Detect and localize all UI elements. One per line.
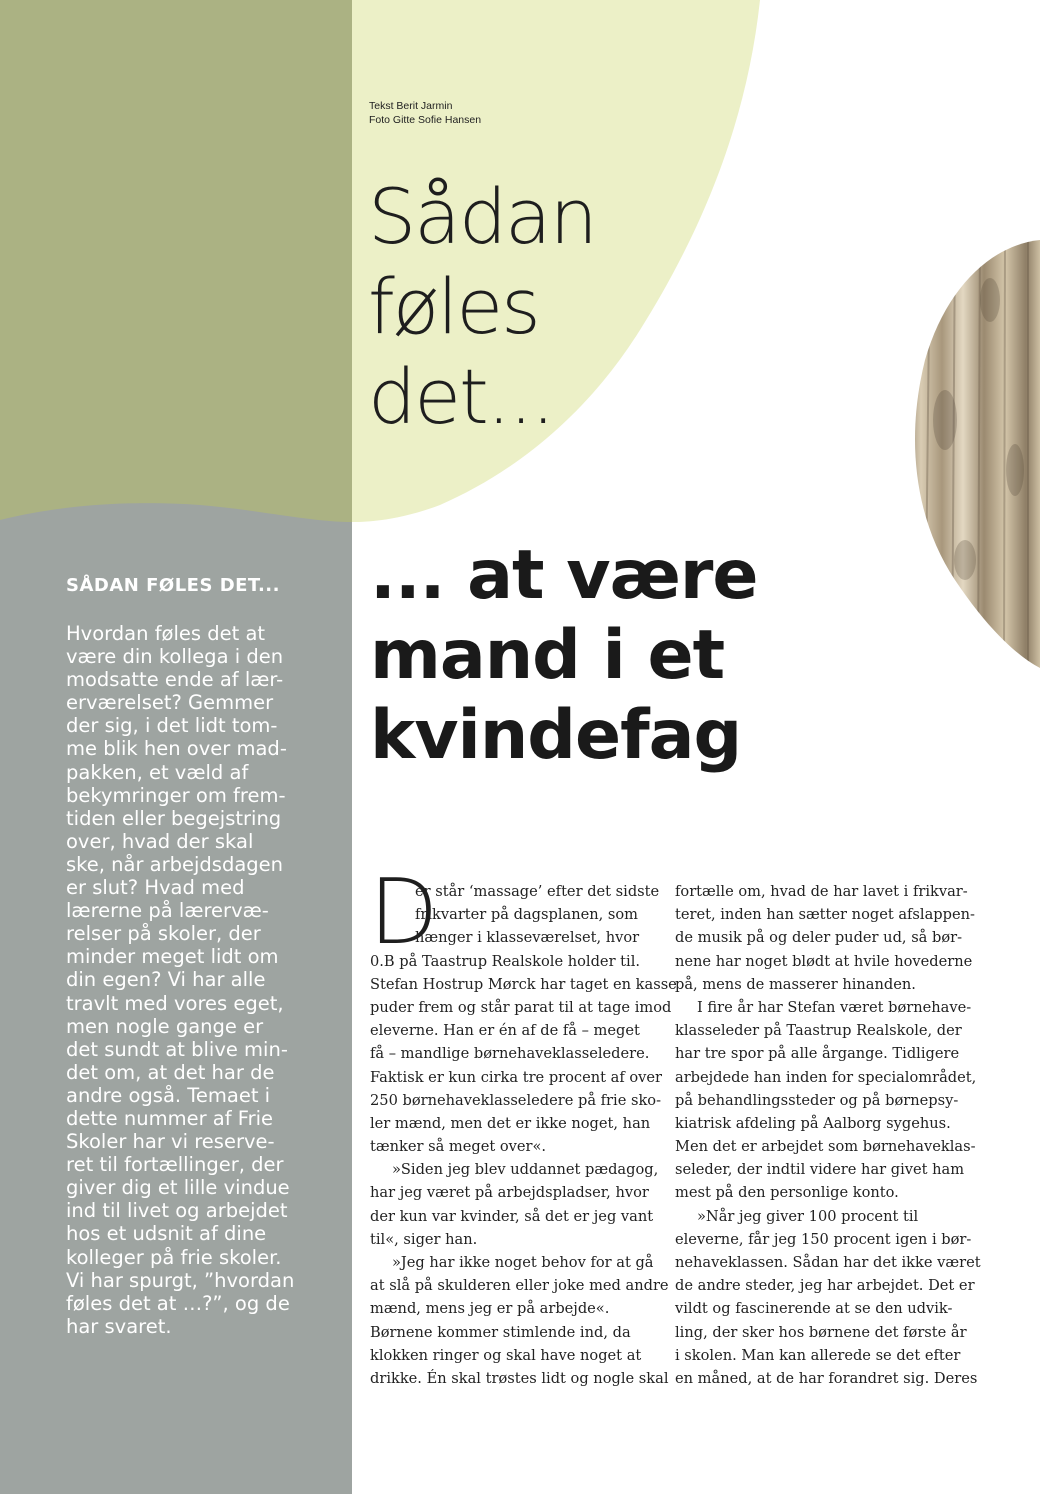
text-line: 250 børnehaveklasseledere på frie sko- — [370, 1091, 662, 1109]
text-line: har tre spor på alle årgange. Tidligere — [675, 1045, 960, 1063]
text-line: nehaveklassen. Sådan har det ikke været — [675, 1254, 981, 1271]
text-line: eleverne, får jeg 150 procent igen i bør- — [675, 1230, 972, 1248]
text-line: 0.B på Taastrup Realskole holder til. — [370, 952, 641, 970]
article-headline — [370, 536, 757, 776]
page-title — [368, 172, 596, 442]
text-line: der kun var kvinder, så det er jeg vant — [370, 1207, 654, 1225]
title-line: føles — [368, 262, 539, 351]
text-line: fortælle om, hvad de har lavet i frikvar- — [675, 883, 968, 900]
text-line: »Når jeg giver 100 procent til — [697, 1207, 919, 1225]
sidebar-line: det sundt at blive min- — [66, 1037, 288, 1061]
text-line: til«, siger han. — [370, 1230, 478, 1248]
text-line: Stefan Hostrup Mørck har taget en kasse — [370, 975, 677, 993]
text-line: har jeg været på arbejdspladser, hvor — [370, 1184, 649, 1202]
headline-line: ... at være — [370, 536, 758, 615]
sidebar-line: pakken, et væld af — [66, 760, 249, 784]
sidebar-line: hos et udsnit af dine — [66, 1222, 267, 1246]
photo-credit: Foto Gitte Sofie Hansen — [369, 114, 482, 126]
sidebar-line: ind til livet og arbejdet — [66, 1199, 288, 1223]
wood-photo — [900, 230, 1040, 680]
sidebar-line: andre også. Temaet i — [66, 1083, 271, 1107]
text-line: at slå på skulderen eller joke med andre — [370, 1277, 669, 1295]
olive-block — [0, 0, 352, 540]
text-line: puder frem og står parat til at tage imod — [370, 998, 672, 1016]
text-line: på, mens de masserer hinanden. — [675, 975, 916, 993]
text-line: Børnene kommer stimlende ind, da — [370, 1323, 631, 1341]
text-line: er står ‘massage’ efter det sidste — [415, 883, 660, 900]
text-line: klokken ringer og skal have noget at — [370, 1346, 642, 1364]
text-line: mænd, mens jeg er på arbejde«. — [370, 1300, 610, 1318]
sidebar-line: din egen? Vi har alle — [66, 968, 266, 992]
sidebar-line: men nogle gange er — [66, 1014, 264, 1038]
sidebar-line: minder meget lidt om — [66, 945, 279, 969]
text-line: en måned, at de har forandret sig. Deres — [675, 1369, 978, 1387]
text-line: frikvarter på dagsplanen, som — [415, 906, 639, 924]
sidebar-line: dette nummer af Frie — [66, 1106, 274, 1130]
text-line: Faktisk er kun cirka tre procent af over — [370, 1068, 663, 1086]
sidebar-line: Vi har spurgt, ”hvordan — [66, 1268, 295, 1292]
text-line: nene har noget blødt at hvile hovederne — [675, 952, 973, 970]
title-line: Sådan — [368, 172, 596, 261]
intro-sidebar — [66, 575, 328, 1338]
text-line: i skolen. Man kan allerede se det efter — [675, 1346, 961, 1364]
headline-line: mand i et — [370, 616, 725, 695]
text-line: eleverne. Han er én af de få – meget — [370, 1022, 640, 1040]
text-line: teret, inden han sætter noget afslappen- — [675, 906, 975, 924]
sidebar-line: Hvordan føles det at — [66, 622, 266, 645]
text-line: mest på den personlige konto. — [675, 1184, 899, 1202]
sidebar-text — [66, 622, 328, 1338]
sidebar-line: er slut? Hvad med — [66, 876, 245, 900]
drop-cap: D — [369, 860, 439, 965]
sidebar-line: ret til fortællinger, der — [66, 1153, 284, 1177]
sidebar-line: ske, når arbejdsdagen — [66, 852, 284, 876]
text-line: seleder, der indtil videre har givet ham — [675, 1161, 965, 1179]
article-column-1 — [370, 880, 677, 1390]
sidebar-line: erværelset? Gemmer — [66, 691, 274, 715]
text-line: arbejdede han inden for specialområdet, — [675, 1068, 977, 1086]
headline-line: kvindefag — [370, 696, 742, 775]
text-line: I fire år har Stefan været børnehave- — [697, 998, 972, 1016]
sidebar-line: kolleger på frie skoler. — [66, 1245, 282, 1269]
text-line: drikke. Én skal trøstes lidt og nogle skal — [370, 1369, 669, 1387]
sidebar-line: har svaret. — [66, 1314, 172, 1338]
sidebar-line: travlt med vores eget, — [66, 991, 284, 1015]
title-line: det... — [368, 352, 554, 441]
sidebar-line: tiden eller begejstring — [66, 806, 282, 830]
sidebar-line: der sig, i det lidt tom- — [66, 714, 278, 738]
sidebar-heading: SÅDAN FØLES DET... — [66, 575, 280, 596]
sidebar-line: relser på skoler, der — [66, 922, 261, 946]
byline — [369, 99, 481, 127]
text-line: få – mandlige børnehaveklasseledere. — [370, 1045, 650, 1063]
sidebar-line: være din kollega i den — [66, 645, 284, 669]
text-line: kiatrisk afdeling på Aalborg sygehus. — [675, 1114, 951, 1132]
sidebar-line: over, hvad der skal — [66, 829, 254, 853]
sidebar-line: lærerne på lærervæ- — [66, 899, 269, 923]
sidebar-line: me blik hen over mad- — [66, 737, 287, 761]
sidebar-line: bekymringer om frem- — [66, 783, 286, 807]
text-line: »Jeg har ikke noget behov for at gå — [392, 1254, 654, 1271]
text-line: de musik på og deler puder ud, så bør- — [675, 929, 963, 947]
text-line: tænker så meget over«. — [370, 1138, 547, 1156]
author-credit: Tekst Berit Jarmin — [369, 100, 453, 112]
sidebar-line: det om, at det har de — [66, 1060, 275, 1084]
text-line: Men det er arbejdet som børnehaveklas- — [675, 1138, 976, 1156]
sidebar-line: giver dig et lille vindue — [66, 1176, 290, 1200]
text-line: ling, der sker hos børnene det første år — [675, 1323, 967, 1341]
text-line: klasseleder på Taastrup Realskole, der — [675, 1022, 962, 1040]
sidebar-line: føles det at …?”, og de — [66, 1291, 290, 1315]
text-line: vildt og fascinerende at se den udvik- — [675, 1300, 953, 1318]
sidebar-line: modsatte ende af lær- — [66, 668, 284, 692]
sidebar-line: Skoler har vi reserve- — [66, 1130, 275, 1154]
text-line: »Siden jeg blev uddannet pædagog, — [392, 1161, 659, 1179]
article-column-2 — [675, 880, 981, 1390]
text-line: de andre steder, jeg har arbejdet. Det er — [675, 1277, 975, 1295]
text-line: på behandlingssteder og på børnepsy- — [675, 1091, 959, 1109]
text-line: ler mænd, men det er ikke noget, han — [370, 1114, 651, 1132]
text-line: hænger i klasseværelset, hvor — [415, 929, 640, 947]
